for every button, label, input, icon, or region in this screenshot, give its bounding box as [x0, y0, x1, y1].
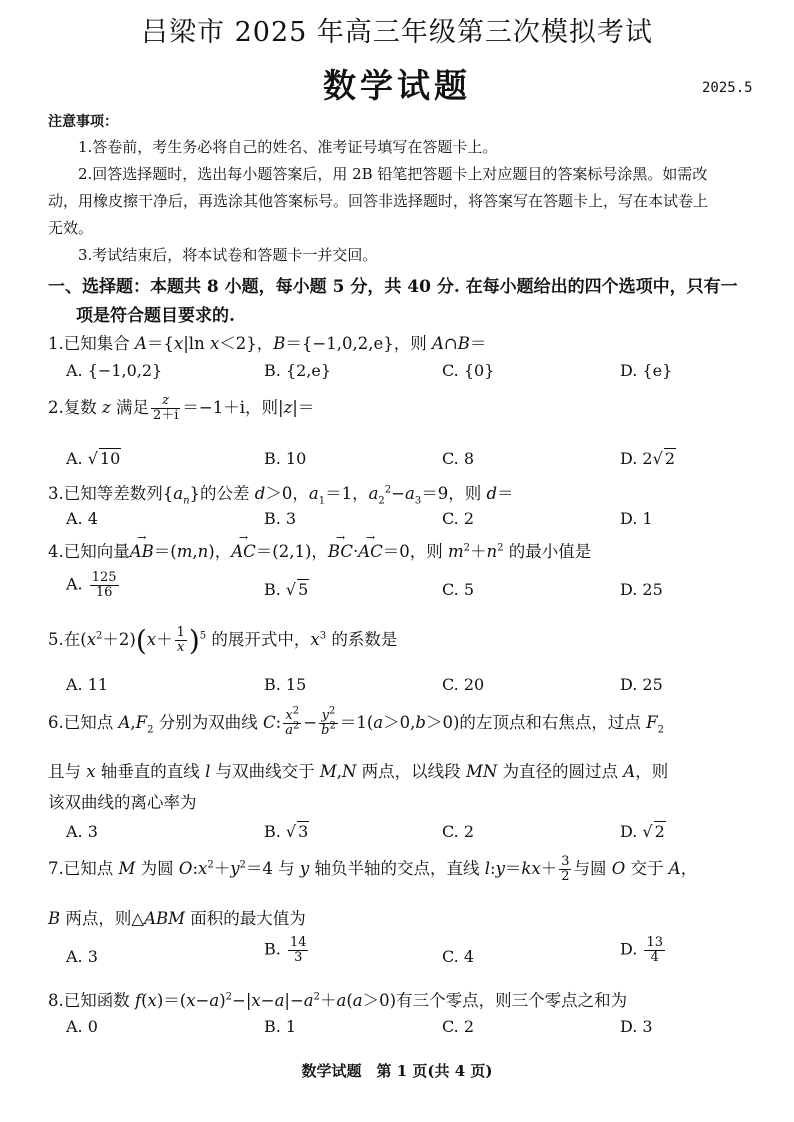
- question-2: 2.复数 z 满足 $\frac{z}{2+i}$ ＝−1＋i，则|z|＝: [48, 393, 315, 423]
- q3-option-b: B. 3: [264, 509, 297, 528]
- q4-option-d: D. 25: [620, 580, 663, 599]
- q1-option-b: B. {2,e}: [264, 361, 332, 380]
- note-1: 1.答卷前，考生务必将自己的姓名、准考证号填写在答题卡上。: [78, 138, 498, 156]
- q1-option-a: A. {−1,0,2}: [66, 361, 163, 380]
- q8-option-c: C. 2: [442, 1017, 475, 1036]
- q5-option-a: A. 11: [66, 675, 109, 694]
- question-6-line2: 且与 x 轴垂直的直线 l 与双曲线交于 M,N 两点，以线段 MN 为直径的圆过点 A，则: [48, 762, 669, 781]
- q4-option-b: B. √ 5: [264, 580, 309, 599]
- subject-title: 数学试题: [323, 66, 471, 105]
- q2-option-c: C. 8: [442, 449, 475, 468]
- question-1: 1.已知集合 A＝{x|ln x＜2}，B＝{−1,0,2,e}，则 A∩B＝: [48, 334, 487, 353]
- exam-date: 2025.5: [702, 80, 753, 96]
- q1-option-d: D. {e}: [620, 361, 673, 380]
- exam-title: 吕梁市 2025 年高三年级第三次模拟考试: [141, 17, 653, 48]
- q2-option-a: A. √ 10: [66, 449, 121, 468]
- question-7: 7.已知点 M 为圆 $O:x^2+y^2=4$ 与 y 轴负半轴的交点，直线 l:y＝kx＋ $\frac{3}{2}$ 与圆 O 交于 A，: [48, 854, 698, 884]
- note-2: 2.回答选择题时，选出每小题答案后，用 2B 铅笔把答题卡上对应题目的答案标号涂黑。如需改: [78, 165, 708, 183]
- q8-option-b: B. 1: [264, 1017, 297, 1036]
- section-heading-cont: 项是符合题目要求的.: [76, 306, 235, 326]
- note-2-cont: 动，用橡皮擦干净后，再选涂其他答案标号。回答非选择题时，将答案写在答题卡上，写在本试卷上: [48, 192, 709, 210]
- note-3: 3.考试结束后，将本试卷和答题卡一并交回。: [78, 246, 378, 264]
- q6-option-b: B. √ 3: [264, 822, 309, 841]
- q6-option-a: A. 3: [66, 822, 98, 841]
- q6-option-d: D. √ 2: [620, 822, 665, 841]
- note-2-end: 无效。: [48, 219, 94, 237]
- question-5: 5.在$(x^2+2)(x+$ $\frac{1}{x}$ )$^5$ 的展开式中，$x^3$ 的系数是: [48, 624, 398, 657]
- q2-option-b: B. 10: [264, 449, 307, 468]
- q7-option-c: C. 4: [442, 947, 475, 966]
- q3-option-a: A. 4: [66, 509, 98, 528]
- question-7-line2: B 两点，则△ABM 面积的最大值为: [48, 909, 306, 928]
- page-footer: 数学试题 第 1 页(共 4 页): [301, 1062, 493, 1080]
- q3-option-c: C. 2: [442, 509, 475, 528]
- q4-option-a: A. $\frac{125}{16}$: [66, 570, 117, 600]
- question-8: 8.已知函数 $f(x)=(x-a)^2-|x-a|-a^2+a(a>0)$有三个零点，则三个零点之和为: [48, 991, 628, 1010]
- question-6: 6.已知点 $A,F_2$ 分别为双曲线 C: $\frac{x^2}{a^2}$ − $\frac{y^2}{b^2}$ ＝1(a＞0,b＞0)的左顶点和右焦点，过点 $F_2$: [48, 706, 664, 738]
- section-heading: 一、选择题：本题共 8 小题，每小题 5 分，共 40 分. 在每小题给出的四个选项中，只有一: [48, 277, 738, 297]
- q4-option-c: C. 5: [442, 580, 475, 599]
- q6-option-c: C. 2: [442, 822, 475, 841]
- q7-option-b: B. $\frac{14}{3}$: [264, 935, 307, 965]
- question-4: 4.已知向量→ AB＝(m,n)，→ AC＝(2,1)，→ BC·→ AC＝0，则 $m^2+n^2$ 的最小值是: [48, 538, 591, 562]
- q5-option-c: C. 20: [442, 675, 485, 694]
- q7-option-d: D. $\frac{13}{4}$: [620, 935, 663, 965]
- question-3: 3.已知等差数列$\{a_n\}$的公差 d＞0，$a_1=1$，$a_2^2-a_3=9$，则 d＝: [48, 484, 514, 507]
- q5-option-b: B. 15: [264, 675, 307, 694]
- question-6-line3: 该双曲线的离心率为: [48, 793, 197, 812]
- q1-option-c: C. {0}: [442, 361, 495, 380]
- q5-option-d: D. 25: [620, 675, 663, 694]
- q8-option-d: D. 3: [620, 1017, 653, 1036]
- q8-option-a: A. 0: [66, 1017, 98, 1036]
- notes-heading: 注意事项：: [48, 114, 118, 130]
- q2-option-d: D. 2√ 2: [620, 449, 675, 468]
- q3-option-d: D. 1: [620, 509, 653, 528]
- q7-option-a: A. 3: [66, 947, 98, 966]
